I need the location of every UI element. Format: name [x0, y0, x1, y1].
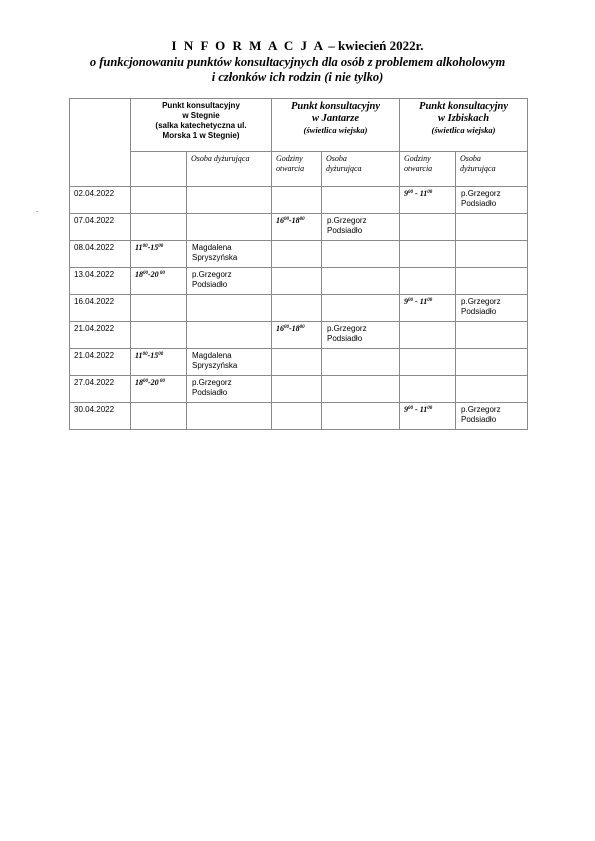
hours-from: 9 — [404, 297, 409, 306]
table-row — [70, 403, 528, 430]
jantar-hours-cell — [272, 241, 322, 268]
schedule-body — [70, 99, 528, 430]
hours-from: 16 — [276, 216, 284, 225]
jantar-hours-cell — [272, 187, 322, 214]
izbiska-hours-cell — [400, 403, 456, 430]
header-row-columns — [70, 152, 528, 187]
date-cell: 21.04.2022 — [70, 322, 131, 349]
jantar-person-cell — [322, 295, 400, 322]
hours-from: 11 — [135, 243, 143, 252]
table-row — [70, 376, 528, 403]
date-cell: 16.04.2022 — [70, 295, 131, 322]
izbiska-hours-cell — [400, 349, 456, 376]
point-izbiska-note: (świetlica wiejska) — [431, 125, 496, 135]
table-row — [70, 322, 528, 349]
minutes-from: 00 — [143, 271, 148, 276]
date-cell: 02.04.2022 — [70, 187, 131, 214]
hours-to: 11 — [419, 297, 428, 306]
point-jantar-header — [272, 99, 400, 152]
stegna-hours-cell — [131, 295, 187, 322]
person-name-line: Podsiadło — [327, 226, 363, 235]
minutes-to: 00 — [427, 406, 433, 411]
table-row — [70, 241, 528, 268]
person-header-word: Osoba — [460, 154, 481, 163]
person-name-line: p.Grzegorz — [192, 270, 232, 279]
stegna-person-header: Osoba dyżurująca — [187, 152, 272, 187]
minutes-from: 00 — [408, 406, 414, 411]
izbiska-hours-cell — [400, 268, 456, 295]
date-cell: 07.04.2022 — [70, 214, 131, 241]
person-name-line: Spryszyńska — [192, 253, 238, 262]
document-title — [0, 38, 595, 54]
jantar-hours-cell — [272, 295, 322, 322]
date-header-cell — [70, 99, 131, 187]
minutes-to: 00 — [427, 190, 433, 195]
header-row-points — [70, 99, 528, 152]
date-cell: 21.04.2022 — [70, 349, 131, 376]
person-name-line: p.Grzegorz — [461, 297, 501, 306]
stegna-hours-cell — [131, 241, 187, 268]
stegna-hours-cell — [131, 349, 187, 376]
minutes-from: 00 — [142, 352, 148, 357]
hours-to: 11 — [419, 189, 428, 198]
izbiska-hours-cell — [400, 187, 456, 214]
person-name-line: Podsiadło — [192, 280, 228, 289]
table-row — [70, 214, 528, 241]
izbiska-hours-cell — [400, 295, 456, 322]
person-name-line: Magdalena — [192, 243, 232, 252]
izbiska-person-cell — [456, 241, 528, 268]
izbiska-hours-cell — [400, 322, 456, 349]
hours-header-word: otwarcia — [404, 164, 433, 173]
izbiska-person-cell — [456, 214, 528, 241]
izbiska-person-cell — [456, 403, 528, 430]
hours-separator: - — [413, 189, 420, 198]
minutes-to: 00 — [158, 244, 164, 249]
title-spaced: I N F O R M A C J A — [171, 38, 325, 53]
hours-from: 16 — [276, 324, 284, 333]
date-cell: 27.04.2022 — [70, 376, 131, 403]
hours-from: 9 — [404, 405, 409, 414]
stegna-hours-cell — [131, 214, 187, 241]
hours-header-word: otwarcia — [276, 164, 305, 173]
hours-separator: - — [413, 405, 420, 414]
stegna-person-cell — [187, 376, 272, 403]
izbiska-hours-cell — [400, 241, 456, 268]
izbiska-person-cell — [456, 322, 528, 349]
person-name-line: Podsiadło — [461, 307, 497, 316]
izbiska-person-cell — [456, 187, 528, 214]
izbiska-person-cell — [456, 349, 528, 376]
person-name-line: p.Grzegorz — [327, 324, 367, 333]
point-stegna-line: Punkt konsultacyjny — [162, 101, 240, 110]
table-row — [70, 295, 528, 322]
point-izbiska-header — [400, 99, 528, 152]
person-name-line: Magdalena — [192, 351, 232, 360]
minutes-from: 00 — [142, 244, 148, 249]
minutes-from: 00 — [408, 190, 414, 195]
jantar-person-cell — [322, 349, 400, 376]
minutes-from: 00 — [143, 379, 148, 384]
minutes-from: 00 — [408, 298, 414, 303]
point-jantar-name: Punkt konsultacyjny — [291, 101, 380, 112]
minutes-to: 00 — [427, 298, 433, 303]
jantar-hours-cell — [272, 403, 322, 430]
jantar-hours-cell — [272, 214, 322, 241]
stegna-person-cell — [187, 322, 272, 349]
minutes-from: 00 — [284, 217, 289, 222]
point-stegna-header — [131, 99, 272, 152]
minutes-to: 00 — [158, 352, 164, 357]
minutes-to: 00 — [299, 325, 305, 330]
izbiska-person-cell — [456, 376, 528, 403]
point-izbiska-name: Punkt konsultacyjny — [419, 101, 509, 112]
person-name-line: Podsiadło — [327, 334, 363, 343]
stegna-person-cell — [187, 268, 272, 295]
jantar-person-cell — [322, 268, 400, 295]
title-month: – kwiecień 2022r. — [324, 38, 424, 53]
table-row — [70, 349, 528, 376]
hours-separator: - — [289, 216, 292, 225]
hours-to: 20 — [150, 270, 159, 279]
person-header-word: Osoba — [326, 154, 347, 163]
date-cell: 30.04.2022 — [70, 403, 131, 430]
jantar-person-cell — [322, 187, 400, 214]
hours-from: 9 — [404, 189, 409, 198]
stegna-hours-header — [131, 152, 187, 187]
person-name-line: Podsiadło — [461, 415, 497, 424]
minutes-to: 00 — [299, 217, 305, 222]
date-cell: 08.04.2022 — [70, 241, 131, 268]
schedule-table — [69, 98, 528, 430]
izbiska-person-header — [456, 152, 528, 187]
jantar-person-header — [322, 152, 400, 187]
point-izbiska-place: w Izbiskach — [437, 113, 490, 124]
person-name-line: Spryszyńska — [192, 361, 238, 370]
person-name-line: p.Grzegorz — [327, 216, 367, 225]
hours-header-word: Godziny — [276, 154, 303, 163]
hours-from: 11 — [135, 351, 143, 360]
person-name-line: Podsiadło — [461, 199, 497, 208]
izbiska-person-cell — [456, 295, 528, 322]
jantar-hours-cell — [272, 349, 322, 376]
stegna-hours-cell — [131, 187, 187, 214]
hours-separator: - — [148, 378, 151, 387]
stegna-person-cell — [187, 241, 272, 268]
point-stegna-line: w Stegnie — [182, 111, 220, 120]
point-stegna-line: (salka katechetyczna ul. — [155, 121, 247, 130]
hours-separator: - — [413, 297, 420, 306]
subtitle-line-1: o funkcjonowaniu punktów konsultacyjnych dla osób z problemem alkoholowym — [89, 55, 506, 69]
izbiska-hours-cell — [400, 376, 456, 403]
stegna-person-cell — [187, 349, 272, 376]
stegna-hours-cell — [131, 376, 187, 403]
jantar-person-cell — [322, 241, 400, 268]
table-row — [70, 187, 528, 214]
jantar-person-cell — [322, 214, 400, 241]
jantar-person-cell — [322, 403, 400, 430]
jantar-person-cell — [322, 322, 400, 349]
person-name-line: p.Grzegorz — [461, 405, 501, 414]
jantar-hours-cell — [272, 322, 322, 349]
point-jantar-place: w Jantarze — [312, 113, 359, 124]
stray-mark: . — [36, 205, 39, 214]
stegna-person-cell — [187, 214, 272, 241]
person-header-word: dyżurująca — [460, 164, 496, 173]
date-cell: 13.04.2022 — [70, 268, 131, 295]
jantar-hours-cell — [272, 376, 322, 403]
hours-to: 11 — [419, 405, 428, 414]
subtitle-line-2: i członków ich rodzin (i nie tylko) — [211, 70, 384, 84]
hours-separator: - — [147, 243, 151, 252]
jantar-person-cell — [322, 376, 400, 403]
hours-separator: - — [148, 270, 151, 279]
hours-to: 18 — [291, 216, 300, 225]
hours-header-word: Godziny — [404, 154, 431, 163]
minutes-to: 00 — [158, 379, 165, 384]
hours-to: 15 — [150, 351, 159, 360]
hours-to: 20 — [150, 378, 159, 387]
jantar-hours-header — [272, 152, 322, 187]
point-stegna-line: Morska 1 w Stegnie) — [162, 131, 240, 140]
jantar-hours-cell — [272, 268, 322, 295]
stegna-hours-cell — [131, 322, 187, 349]
izbiska-hours-cell — [400, 214, 456, 241]
point-jantar-note: (świetlica wiejska) — [303, 125, 368, 135]
hours-from: 18 — [135, 378, 143, 387]
hours-to: 15 — [150, 243, 159, 252]
hours-from: 18 — [135, 270, 143, 279]
table-row — [70, 268, 528, 295]
izbiska-hours-header — [400, 152, 456, 187]
person-name-line: p.Grzegorz — [461, 189, 501, 198]
person-header-word: dyżurująca — [326, 164, 362, 173]
person-name-line: Podsiadło — [192, 388, 228, 397]
stegna-person-cell — [187, 403, 272, 430]
hours-separator: - — [147, 351, 151, 360]
stegna-person-cell — [187, 187, 272, 214]
hours-separator: - — [289, 324, 292, 333]
stegna-person-cell — [187, 295, 272, 322]
stegna-hours-cell — [131, 268, 187, 295]
minutes-from: 00 — [284, 325, 289, 330]
hours-to: 18 — [291, 324, 300, 333]
person-name-line: p.Grzegorz — [192, 378, 232, 387]
stegna-hours-cell — [131, 403, 187, 430]
minutes-to: 00 — [158, 271, 165, 276]
izbiska-person-cell — [456, 268, 528, 295]
